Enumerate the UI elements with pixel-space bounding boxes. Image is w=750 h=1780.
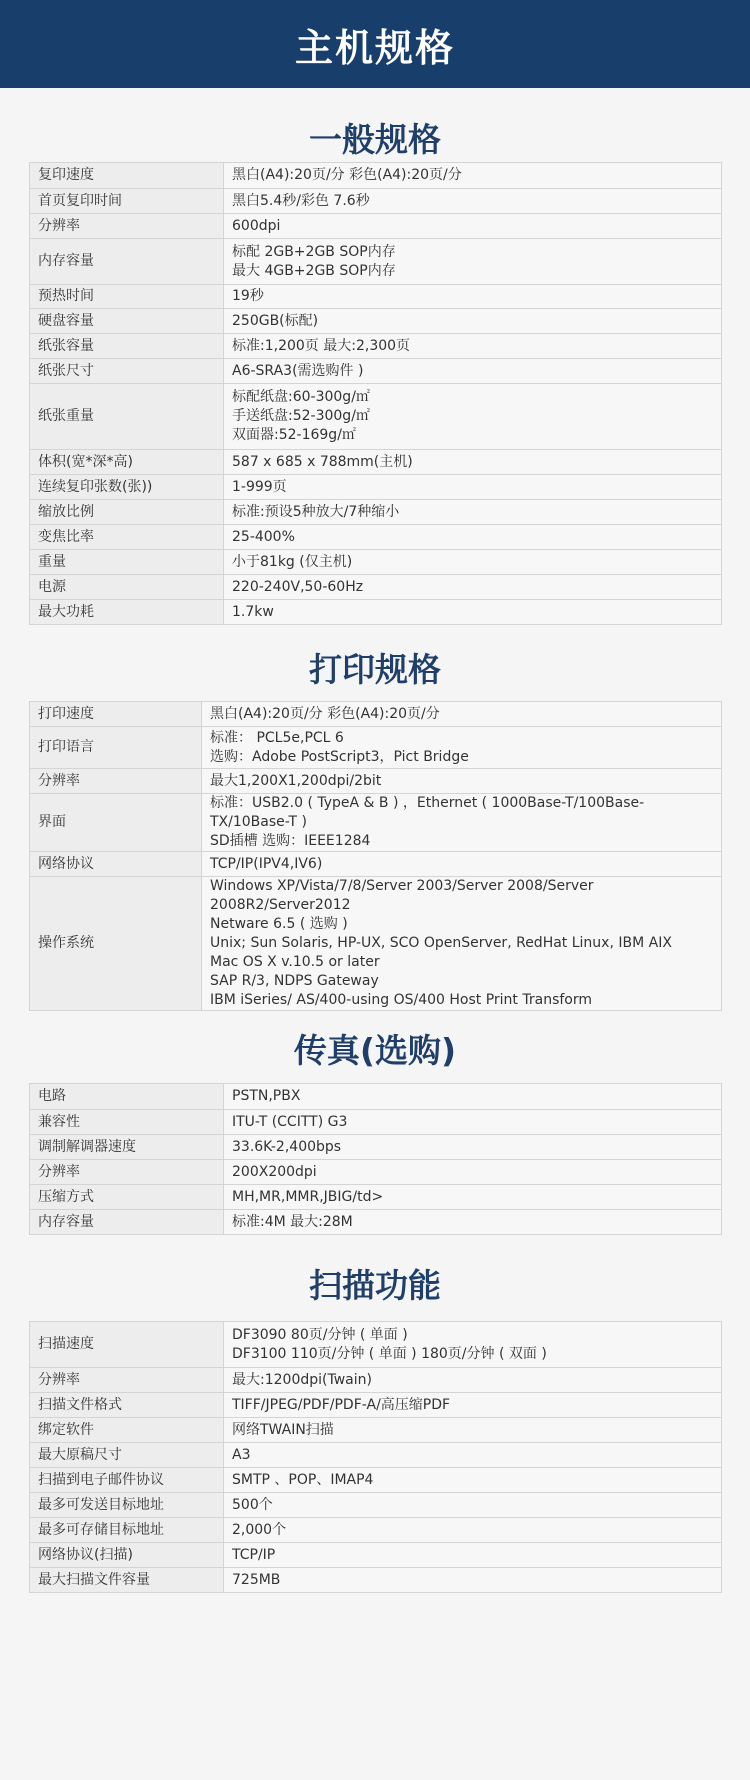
spec-row	[30, 384, 722, 450]
spec-value	[224, 239, 722, 285]
spec-value-line: 500个	[232, 1496, 273, 1513]
section-scan	[0, 1263, 750, 1593]
section-title-fax: 传真(选购)	[293, 1031, 457, 1070]
spec-value	[224, 1185, 722, 1210]
spec-value	[224, 163, 722, 189]
spec-value-line: 标准：USB2.0 ( TypeA & B ) ，Ethernet ( 1000Base-T/100Base-TX/10Base-T )	[210, 795, 645, 830]
spec-value-line: 标准:预设5种放大/7种缩小	[232, 503, 400, 520]
spec-value	[202, 794, 722, 852]
spec-label: 纸张尺寸	[30, 359, 224, 384]
spec-row	[30, 1493, 722, 1518]
spec-label: 扫描到电子邮件协议	[30, 1468, 224, 1493]
spec-row	[30, 1135, 722, 1160]
spec-value-line: 手送纸盘:52-300g/㎡	[232, 408, 370, 424]
spec-value-line: Unix; Sun Solaris, HP-UX, SCO OpenServer, RedHat Linux, IBM AIX	[210, 935, 672, 951]
spec-value	[224, 600, 722, 625]
spec-row	[30, 1185, 722, 1210]
spec-value	[224, 384, 722, 450]
spec-row	[30, 525, 722, 550]
spec-label: 操作系统	[30, 877, 202, 1011]
spec-value-line: 选购：Adobe PostScript3，Pict Bridge	[210, 748, 469, 765]
spec-value-line: TCP/IP	[232, 1546, 276, 1563]
spec-label: 最大功耗	[30, 600, 224, 625]
spec-value	[224, 1084, 722, 1110]
section-print	[0, 647, 750, 1011]
spec-label: 压缩方式	[30, 1185, 224, 1210]
spec-value	[224, 309, 722, 334]
spec-value	[224, 1443, 722, 1468]
spec-row	[30, 239, 722, 285]
spec-value-line: 黑白(A4):20页/分 彩色(A4):20页/分	[232, 167, 462, 183]
spec-label: 分辨率	[30, 1160, 224, 1185]
spec-row	[30, 1443, 722, 1468]
spec-row	[30, 163, 722, 189]
spec-label: 内存容量	[30, 1210, 224, 1235]
spec-value-line: IBM iSeries/ AS/400-using OS/400 Host Print Transform	[210, 992, 593, 1008]
spec-value	[202, 727, 722, 769]
spec-value-line: 标准:1,200页 最大:2,300页	[232, 337, 411, 354]
spec-row	[30, 309, 722, 334]
spec-value	[224, 450, 722, 475]
spec-row	[30, 550, 722, 575]
spec-row	[30, 359, 722, 384]
spec-row	[30, 877, 722, 1011]
spec-row	[30, 450, 722, 475]
spec-value	[224, 1210, 722, 1235]
spec-value-line: DF3100 110页/分钟 ( 单面 ) 180页/分钟 ( 双面 )	[232, 1345, 547, 1362]
spec-value-line: 25-400%	[232, 528, 295, 545]
spec-value-line: 标配 2GB+2GB SOP内存	[232, 243, 396, 260]
spec-row	[30, 794, 722, 852]
spec-label: 复印速度	[30, 163, 224, 189]
spec-row	[30, 1568, 722, 1593]
spec-value	[224, 1135, 722, 1160]
section-fax	[0, 1029, 750, 1235]
spec-value-line: 2,000个	[232, 1521, 287, 1538]
banner-title: 主机规格	[294, 25, 455, 70]
spec-value-line: 小于81kg (仅主机)	[232, 553, 353, 570]
spec-value	[224, 1418, 722, 1443]
spec-value-line: Windows XP/Vista/7/8/Server 2003/Server 2008/Server 2008R2/Server2012	[210, 878, 594, 913]
spec-row	[30, 600, 722, 625]
spec-row	[30, 1322, 722, 1368]
spec-row	[30, 1110, 722, 1135]
spec-label: 纸张重量	[30, 384, 224, 450]
section-title-print: 打印规格	[309, 650, 441, 689]
spec-row	[30, 769, 722, 794]
spec-table-fax	[29, 1083, 722, 1235]
spec-value-line: SMTP 、POP、IMAP4	[232, 1471, 374, 1488]
spec-value-line: A3	[232, 1446, 251, 1463]
spec-value	[224, 500, 722, 525]
section-general	[0, 118, 750, 625]
spec-row	[30, 1368, 722, 1393]
spec-value	[224, 1110, 722, 1135]
spec-value-line: 最大1,200X1,200dpi/2bit	[210, 772, 382, 789]
spec-label: 扫描文件格式	[30, 1393, 224, 1418]
spec-value-line: 双面器:52-169g/㎡	[232, 427, 356, 443]
spec-label: 电源	[30, 575, 224, 600]
spec-value-line: MH,MR,MMR,JBIG/td>	[232, 1188, 384, 1205]
spec-label: 最大原稿尺寸	[30, 1443, 224, 1468]
spec-value	[202, 769, 722, 794]
spec-row	[30, 1084, 722, 1110]
spec-label: 纸张容量	[30, 334, 224, 359]
spec-value	[202, 852, 722, 877]
spec-label: 分辨率	[30, 214, 224, 239]
spec-value-line: PSTN,PBX	[232, 1088, 301, 1104]
spec-value-line: Mac OS X v.10.5 or later	[210, 954, 380, 970]
spec-value	[224, 285, 722, 309]
spec-value-line: SD插槽 选购：IEEE1284	[210, 833, 371, 849]
spec-label: 兼容性	[30, 1110, 224, 1135]
spec-label: 体积(宽*深*高)	[30, 450, 224, 475]
spec-row	[30, 852, 722, 877]
spec-row	[30, 575, 722, 600]
spec-row	[30, 500, 722, 525]
spec-row	[30, 285, 722, 309]
spec-label: 扫描速度	[30, 1322, 224, 1368]
spec-value-line: TIFF/JPEG/PDF/PDF-A/高压缩PDF	[232, 1396, 451, 1413]
spec-row	[30, 1418, 722, 1443]
spec-row	[30, 702, 722, 727]
spec-value	[224, 525, 722, 550]
spec-row	[30, 1210, 722, 1235]
spec-value	[224, 189, 722, 214]
spec-value-line: 220-240V,50-60Hz	[232, 578, 364, 595]
spec-label: 最多可发送目标地址	[30, 1493, 224, 1518]
spec-value-line: 725MB	[232, 1571, 281, 1588]
spec-value	[224, 1393, 722, 1418]
spec-label: 网络协议	[30, 852, 202, 877]
spec-value-line: 黑白(A4):20页/分 彩色(A4):20页/分	[210, 705, 440, 722]
spec-label: 变焦比率	[30, 525, 224, 550]
spec-label: 缩放比例	[30, 500, 224, 525]
spec-value-line: 1-999页	[232, 478, 287, 495]
spec-value-line: 200X200dpi	[232, 1163, 317, 1180]
spec-value	[202, 702, 722, 727]
spec-label: 界面	[30, 794, 202, 852]
spec-label: 最多可存储目标地址	[30, 1518, 224, 1543]
spec-value	[224, 1468, 722, 1493]
spec-value-line: ITU-T (CCITT) G3	[232, 1113, 348, 1130]
spec-value	[224, 214, 722, 239]
spec-label: 预热时间	[30, 285, 224, 309]
spec-label: 打印速度	[30, 702, 202, 727]
spec-value-line: A6-SRA3(需选购件 )	[232, 362, 364, 379]
spec-table-print	[29, 701, 722, 1011]
spec-row	[30, 1543, 722, 1568]
spec-value	[224, 1160, 722, 1185]
page-banner	[0, 0, 750, 88]
spec-row	[30, 1518, 722, 1543]
spec-row	[30, 475, 722, 500]
spec-row	[30, 334, 722, 359]
spec-value-line: 标配纸盘:60-300g/㎡	[232, 389, 370, 405]
spec-label: 分辨率	[30, 769, 202, 794]
spec-value-line: Netware 6.5 ( 选购 )	[210, 916, 348, 932]
spec-value-line: 19秒	[232, 288, 264, 304]
spec-value	[224, 550, 722, 575]
spec-label: 硬盘容量	[30, 309, 224, 334]
spec-value-line: 33.6K-2,400bps	[232, 1138, 342, 1155]
spec-value-line: SAP R/3, NDPS Gateway	[210, 973, 379, 989]
section-title-general: 一般规格	[309, 120, 441, 159]
spec-value-line: 587 x 685 x 788mm(主机)	[232, 453, 413, 470]
spec-table-scan	[29, 1321, 722, 1593]
spec-label: 绑定软件	[30, 1418, 224, 1443]
spec-label: 连续复印张数(张))	[30, 475, 224, 500]
spec-label: 首页复印时间	[30, 189, 224, 214]
spec-row	[30, 214, 722, 239]
spec-value-line: 最大 4GB+2GB SOP内存	[232, 262, 396, 279]
spec-value-line: 网络TWAIN扫描	[232, 1421, 334, 1438]
spec-value	[224, 1518, 722, 1543]
spec-value-line: 标准： PCL5e,PCL 6	[210, 729, 344, 746]
spec-value	[224, 1368, 722, 1393]
spec-value	[224, 1568, 722, 1593]
spec-row	[30, 727, 722, 769]
spec-value	[224, 334, 722, 359]
spec-table-general	[29, 162, 722, 625]
spec-value-line: 1.7kw	[232, 603, 274, 620]
spec-value	[224, 359, 722, 384]
spec-value	[224, 575, 722, 600]
spec-value	[224, 475, 722, 500]
spec-value-line: 标准:4M 最大:28M	[232, 1213, 353, 1230]
spec-label: 分辨率	[30, 1368, 224, 1393]
spec-label: 重量	[30, 550, 224, 575]
spec-value	[202, 877, 722, 1011]
spec-row	[30, 1468, 722, 1493]
section-title-scan: 扫描功能	[309, 1266, 441, 1305]
spec-value-line: 黑白5.4秒/彩色 7.6秒	[232, 192, 370, 209]
spec-label: 内存容量	[30, 239, 224, 285]
spec-value	[224, 1322, 722, 1368]
spec-value	[224, 1493, 722, 1518]
spec-label: 打印语言	[30, 727, 202, 769]
spec-value-line: 最大:1200dpi(Twain)	[232, 1371, 372, 1388]
spec-label: 最大扫描文件容量	[30, 1568, 224, 1593]
spec-row	[30, 1160, 722, 1185]
spec-row	[30, 189, 722, 214]
spec-label: 电路	[30, 1084, 224, 1110]
spec-row	[30, 1393, 722, 1418]
spec-value-line: TCP/IP(IPV4,IV6)	[210, 855, 323, 872]
spec-value	[224, 1543, 722, 1568]
spec-value-line: 250GB(标配)	[232, 312, 319, 329]
spec-value-line: DF3090 80页/分钟 ( 单面 )	[232, 1326, 408, 1343]
spec-label: 调制解调器速度	[30, 1135, 224, 1160]
spec-label: 网络协议(扫描)	[30, 1543, 224, 1568]
spec-value-line: 600dpi	[232, 217, 281, 234]
